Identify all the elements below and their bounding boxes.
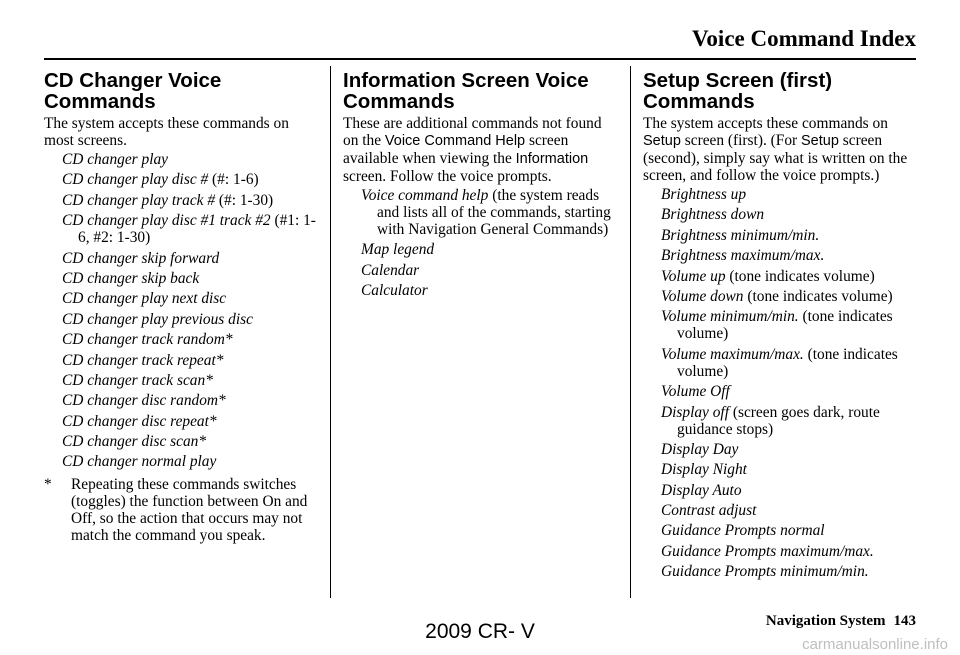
command-note: (tone indicates volume) — [725, 267, 875, 285]
footer-section: Navigation System — [765, 613, 886, 629]
command-text: CD changer track scan* — [62, 371, 213, 389]
command-item — [661, 268, 921, 285]
command-text: CD changer track repeat* — [62, 351, 224, 369]
command-item — [661, 404, 921, 438]
command-item — [62, 270, 322, 287]
command-item — [661, 441, 921, 458]
command-text: CD changer skip back — [62, 269, 200, 287]
command-note: (tone indicates volume) — [743, 287, 893, 305]
command-text: CD changer track random* — [62, 331, 233, 349]
command-item — [361, 282, 619, 299]
intro-text: screen (second), simply say what is written on the screen, and follow the voice prompts.) — [643, 132, 908, 184]
command-text: Volume down — [661, 287, 744, 305]
intro-text: screen. Follow the voice prompts. — [343, 168, 552, 185]
command-item — [661, 461, 921, 478]
command-text: Brightness minimum/min. — [661, 226, 820, 244]
command-item — [661, 346, 921, 380]
command-item — [62, 331, 322, 348]
information-screen-section — [343, 64, 619, 303]
command-item — [361, 187, 619, 238]
intro-text: screen (first). (For — [680, 132, 801, 149]
command-text: Brightness up — [661, 186, 747, 203]
command-list — [661, 186, 921, 580]
footnote-mark: * — [44, 476, 52, 494]
command-text: CD changer normal play — [62, 453, 217, 471]
screen-name: Information — [515, 151, 589, 167]
screen-name: Setup — [643, 133, 681, 149]
command-text: Brightness down — [661, 206, 765, 224]
command-item — [62, 212, 322, 246]
command-item — [62, 453, 322, 470]
section-intro — [643, 115, 921, 184]
command-item — [361, 262, 619, 279]
footnote — [44, 476, 322, 544]
command-item — [62, 171, 322, 188]
command-note: (#: 1-6) — [208, 171, 259, 189]
command-item — [62, 151, 322, 168]
command-item — [661, 482, 921, 499]
footnote-text: Repeating these commands switches (toggles) the function between On and Off, so the action that occurs may not match the command you speak. — [71, 476, 308, 545]
section-heading: CD Changer Voice Commands — [44, 69, 222, 113]
command-item — [661, 186, 921, 203]
command-text: Volume maximum/max. — [661, 345, 804, 363]
command-item — [62, 352, 322, 369]
command-text: Volume Off — [661, 383, 730, 401]
command-text: Voice command help — [361, 187, 489, 204]
command-text: Display Auto — [661, 481, 742, 499]
command-text: CD changer play disc #1 track #2 — [62, 212, 271, 230]
page-number: 143 — [893, 613, 916, 629]
command-note: (#: 1-30) — [215, 191, 274, 209]
command-item — [661, 247, 921, 264]
screen-name: Voice Command Help — [384, 133, 526, 149]
command-list — [62, 151, 322, 470]
section-intro: The system accepts these commands on most screens. — [44, 115, 289, 149]
model-label: 2009 CR- V — [425, 620, 535, 643]
command-item — [661, 206, 921, 223]
command-note: (tone indicates volume) — [677, 308, 893, 343]
command-text: Calculator — [361, 282, 428, 300]
command-text: CD changer play track # — [62, 191, 216, 209]
command-item — [661, 288, 921, 305]
section-intro — [343, 115, 619, 185]
screen-name: Setup — [801, 133, 839, 149]
command-text: Volume minimum/min. — [661, 308, 799, 326]
command-item — [62, 290, 322, 307]
command-item — [62, 392, 322, 409]
command-text: Calendar — [361, 261, 420, 279]
intro-text: The system accepts these commands on — [643, 115, 888, 132]
command-item — [661, 563, 921, 580]
intro-text: screen available when viewing the — [343, 132, 569, 167]
watermark: carmanualsonline.info — [802, 636, 948, 653]
command-text: CD changer disc random* — [62, 392, 226, 410]
command-item — [62, 311, 322, 328]
command-text: Display off — [661, 403, 729, 421]
setup-screen-section — [643, 64, 921, 584]
command-item — [62, 192, 322, 209]
command-text: CD changer skip forward — [62, 249, 220, 267]
command-note: (#1: 1-6, #2: 1-30) — [78, 212, 316, 247]
command-item — [661, 227, 921, 244]
header-rule — [44, 58, 916, 60]
command-item — [62, 433, 322, 450]
command-text: Contrast adjust — [661, 502, 757, 520]
section-heading: Setup Screen (first) Commands — [643, 69, 833, 113]
command-text: CD changer play next disc — [62, 290, 227, 308]
command-item — [661, 308, 921, 342]
command-item — [661, 502, 921, 519]
command-text: CD changer play previous disc — [62, 310, 253, 328]
command-text: Guidance Prompts normal — [661, 522, 825, 540]
command-item — [661, 543, 921, 560]
command-text: CD changer play — [62, 151, 169, 168]
intro-text: These are additional commands not found on the — [343, 115, 602, 149]
command-list — [361, 187, 619, 299]
command-text: CD changer disc scan* — [62, 433, 207, 451]
cd-changer-section — [44, 64, 322, 544]
command-text: Map legend — [361, 241, 435, 259]
command-text: CD changer disc repeat* — [62, 412, 217, 430]
command-text: CD changer play disc # — [62, 171, 209, 189]
command-note: (the system reads and lists all of the commands, starting with Navigation General Commands) — [377, 187, 611, 238]
command-item — [361, 241, 619, 258]
section-heading: Information Screen Voice Commands — [343, 69, 589, 113]
command-text: Display Day — [661, 440, 739, 458]
page-title: Voice Command Index — [691, 26, 916, 51]
command-text: Brightness maximum/max. — [661, 247, 825, 265]
column-divider — [630, 66, 631, 598]
command-note: (screen goes dark, route guidance stops) — [677, 403, 880, 438]
command-note: (tone indicates volume) — [677, 345, 898, 380]
command-item — [661, 383, 921, 400]
command-item — [661, 522, 921, 539]
command-item — [62, 250, 322, 267]
command-item — [62, 413, 322, 430]
command-text: Volume up — [661, 267, 726, 285]
column-divider — [330, 66, 331, 598]
command-text: Guidance Prompts maximum/max. — [661, 542, 874, 560]
command-text: Guidance Prompts minimum/min. — [661, 563, 869, 581]
command-text: Display Night — [661, 461, 747, 479]
command-item — [62, 372, 322, 389]
